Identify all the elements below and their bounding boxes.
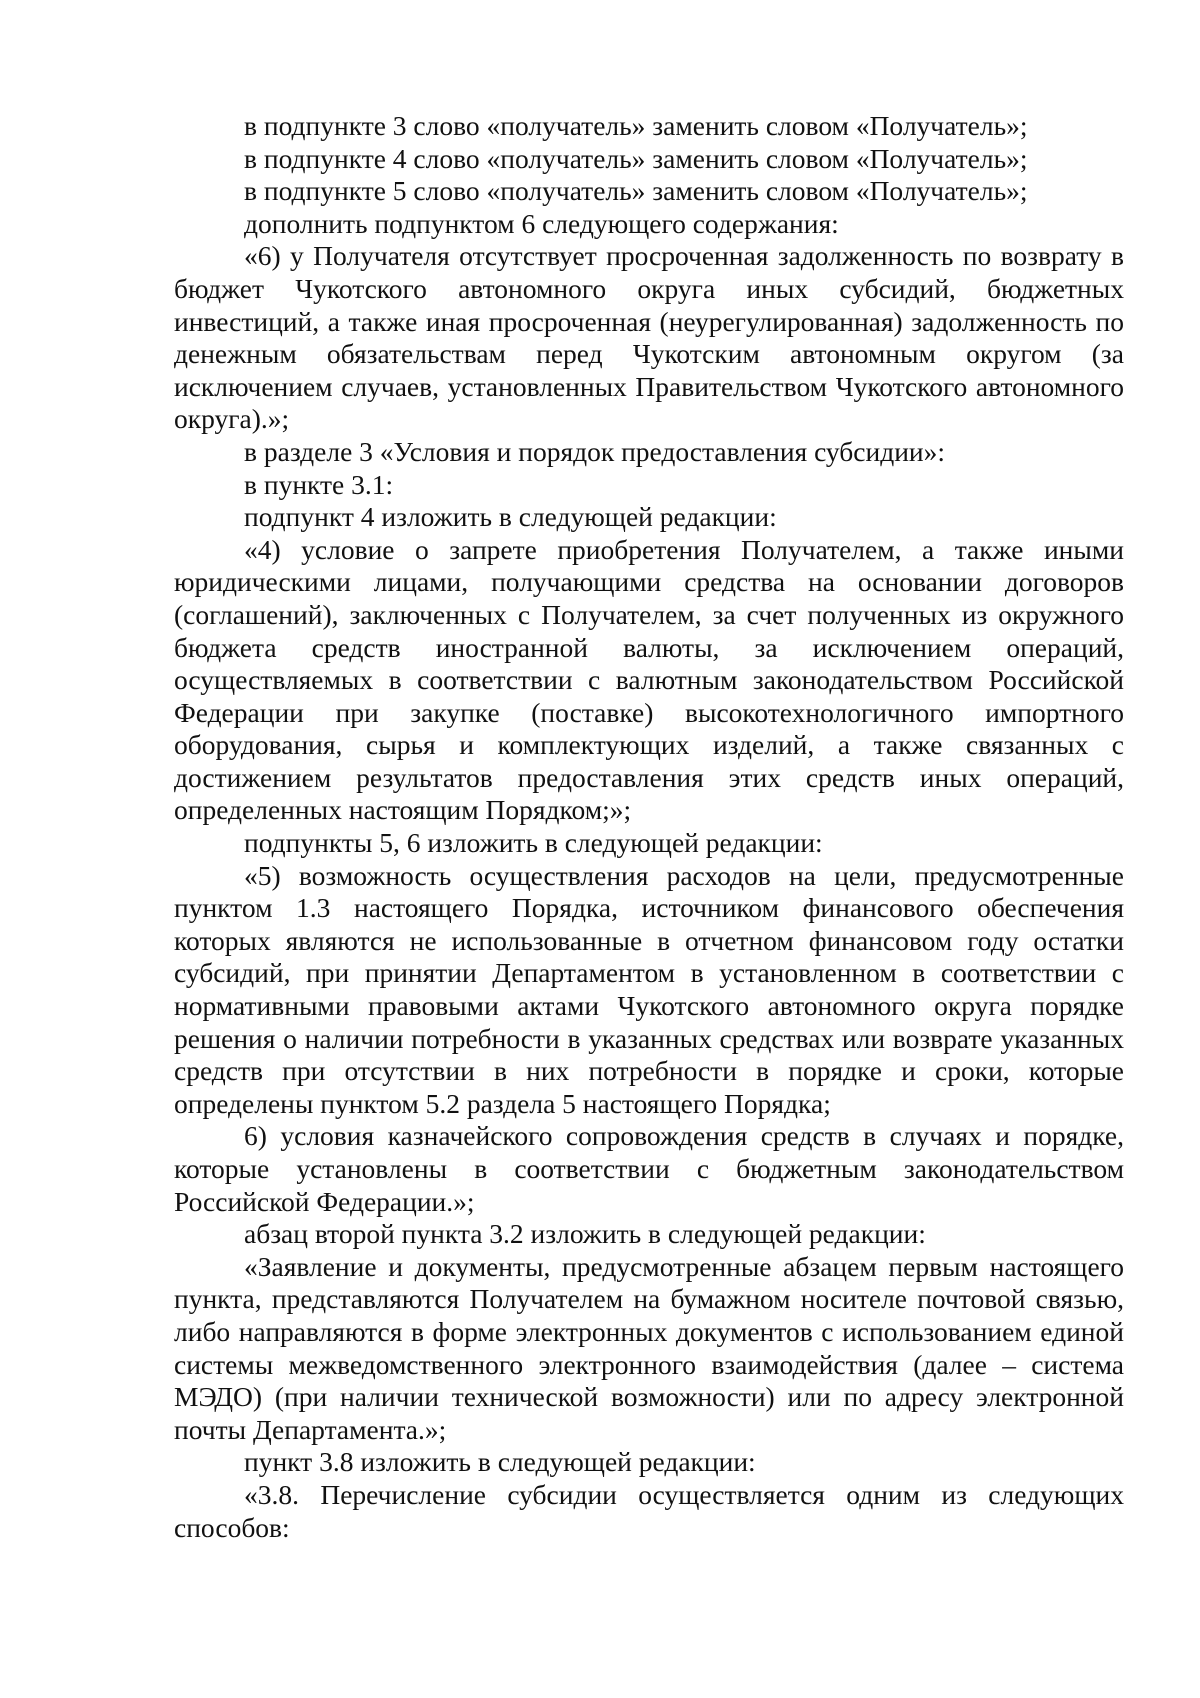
paragraph-item-3-8-edit: пункт 3.8 изложить в следующей редакции: — [244, 1446, 756, 1478]
paragraph-subitem-3: в подпункте 3 слово «получатель» заменить словом «Получатель»; — [244, 110, 1028, 141]
paragraph-subitem-5: в подпункте 5 слово «получатель» заменить словом «Получатель»; — [244, 175, 1028, 207]
paragraph-subitem-6-text: «6) у Получателя отсутствует просроченная задолженность по возврату в бюджет Чукотского автономного округа иных субсидий, бюджетных инвестиций, а также иная просроченная (неурегулированная) задолженность по денежным обязательствам перед Чукотским автономным округом (за исключением случаев, установленных Правительством Чукотского автономного округа).»; — [174, 240, 1124, 435]
paragraph-item-3-2-text: «Заявление и документы, предусмотренные абзацем первым настоящего пункта, представляются Получателем на бумажном носителе почтовой связью, либо направляются в форме электронных документов с использованием единой системы межведомственного электронного взаимодействия (далее – система МЭДО) (при наличии технической возможности) или по адресу электронной почты Департамента.»; — [174, 1250, 1124, 1445]
paragraph-section-3: в разделе 3 «Условия и порядок предоставления субсидии»: — [244, 435, 946, 467]
paragraph-subitem-5-text: «5) возможность осуществления расходов на цели, предусмотренные пунктом 1.3 настоящего Порядка, источником финансового обеспечения которых являются не использованные в отчетном финансовом году остатки субсидий, при принятии Департаментом в установленном в соответствии с нормативными правовыми актами Чукотского автономного округа порядке решения о наличии потребности в указанных средствах или возврате указанных средств при отсутствии в них потребности в порядке и сроки, которые определены пунктом 5.2 раздела 5 настоящего Порядка; — [174, 859, 1124, 1119]
paragraph-add-subitem-6: дополнить подпунктом 6 следующего содержания: — [244, 207, 839, 239]
document-body — [174, 110, 1124, 1544]
paragraph-subitems-5-6-edit: подпункты 5, 6 изложить в следующей редакции: — [244, 827, 823, 859]
paragraph-subitem-4: в подпункте 4 слово «получатель» заменить словом «Получатель»; — [244, 142, 1028, 174]
paragraph-subitem-6-treasury: 6) условия казначейского сопровождения средств в случаях и порядке, которые установлены в соответствии с бюджетным законодательством Российской Федерации.»; — [174, 1120, 1124, 1217]
paragraph-item-3-2-edit: абзац второй пункта 3.2 изложить в следующей редакции: — [244, 1218, 926, 1250]
paragraph-subitem-4-text: «4) условие о запрете приобретения Получателем, а также иными юридическими лицами, получающими средства на основании договоров (соглашений), заключенных с Получателем, за счет полученных из окружного бюджета средств иностранной валюты, за исключением операций, осуществляемых в соответствии с валютным законодательством Российской Федерации при закупке (поставке) высокотехнологичного импортного оборудования, сырья и комплектующих изделий, а также связанных с достижением результатов предоставления этих средств иных операций, определенных настоящим Порядком;»; — [174, 533, 1124, 826]
paragraph-subitem-4-edit: подпункт 4 изложить в следующей редакции: — [244, 501, 777, 533]
paragraph-item-3-8-text: «3.8. Перечисление субсидии осуществляется одним из следующих способов: — [174, 1478, 1124, 1543]
paragraph-item-3-1: в пункте 3.1: — [244, 468, 394, 500]
